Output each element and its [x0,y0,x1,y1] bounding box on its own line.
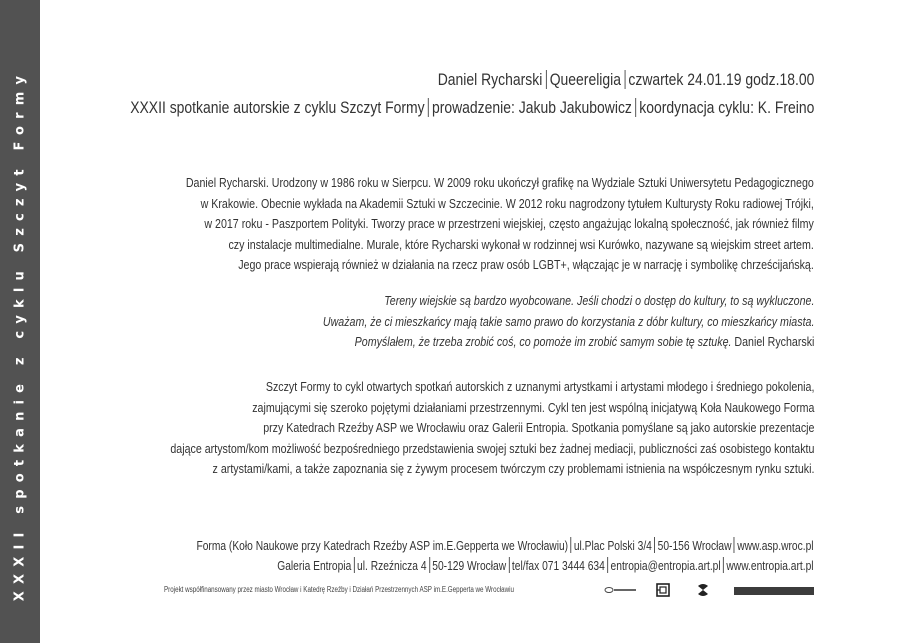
sidebar-title: XXXII spotkanie z cyklu Szczyt Formy [12,68,28,602]
bio-line: w Krakowie. Obecnie wykłada na Akademii Sztuki w Szczecinie. W 2012 roku nagrodzony tytułem Kulturysty Roku radiowej Trójki, [200,195,814,211]
event-date: czwartek 24.01.19 godz.18.00 [628,70,814,89]
footer-line-1 [197,536,814,556]
quote-author: Daniel Rycharski [734,334,814,349]
about-line: przy Katedrach Rzeźby ASP we Wrocławiu oraz Galerii Entropia. Spotkania pomyślane są jako autorskie prezentacje [262,420,815,435]
gallery-website-link[interactable]: www.entropia.art.pl [726,559,814,573]
forma-city: 50-156 Wrocław [658,539,732,553]
artist-quote [215,291,814,353]
forma-org: Forma (Koło Naukowe przy Katedrach Rzeźby ASP im.E.Gepperta we Wrocławiu) [196,539,569,553]
gallery-phone: tel/fax 071 3444 634 [512,559,606,573]
separator [429,557,430,573]
footer-contacts [61,536,814,576]
footer-line-2 [197,556,814,576]
sponsor-logos [600,583,816,599]
artist-name: Daniel Rycharski [437,70,542,89]
separator [724,557,725,573]
separator [545,70,546,89]
gallery-address: ul. Rzeźnicza 4 [357,559,427,573]
artist-bio [48,173,814,276]
quote-line: Tereny wiejskie są bardzo wyobcowane. Jeśli chodzi o dostęp do kultury, to są wykluczone. [383,293,814,308]
about-line: z artystami/kami, a także zapoznania się z żywym procesem twórczym czy problemami istnienia na współczesnym rynku sztuki. [212,461,814,476]
bio-line: czy instalacje multimedialne. Murale, które Rycharski wykonał w rodzinnej wsi Kurówko, nazywane są wiejskim street artem. [228,236,814,252]
frame-logo [656,583,670,597]
separator [624,70,625,89]
asp-logo [696,583,710,597]
about-line: dające artystom/kom możliwość bezpośredniego przedstawienia swojej sztuki bez żadnej mediacji, publiczności zaś osobistego kontaktu [169,440,814,456]
forma-address: ul.Plac Polski 3/4 [574,539,653,553]
quote-line: Uważam, że ci mieszkańcy mają takie samo prawo do korzystania z dóbr kultury, co mieszkańcy miasta. [322,313,814,329]
header-line-1 [130,66,814,94]
bio-line: Jego prace wspierają również w działania na rzecz praw osób LGBT+, włączając je w narrację i symbolikę chrześcijańską. [238,257,814,272]
about-line: Szczyt Formy to cykl otwartych spotkań autorskich z uznanymi artystkami i artystami młodego i średniego pokolenia, [265,379,814,394]
gallery-email-link[interactable]: entropia@entropia.art.pl [610,559,722,573]
quote-text: Pomyślałem, że trzeba zrobić coś, co pomoże im zrobić samym sobie tę sztukę. [354,334,732,349]
bio-line: w 2017 roku - Paszportem Polityki. Tworzy prace w przestrzeni wiejskiej, często angażując lokalną społeczność, jak również filmy [204,216,814,231]
gallery-city: 50-129 Wrocław [432,559,507,573]
separator [635,98,636,117]
event-title: Queereligia [549,70,621,89]
separator [354,557,355,573]
cofinance-note: Projekt współfinansowany przez miasto Wrocław i Katedrę Rzeźby i Działań Przestrzennych ASP im.E.Gepperta we Wrocławiu [164,585,514,594]
quote-line-last [322,332,814,353]
asp-website-link[interactable]: www.asp.wroc.pl [737,539,814,553]
separator [509,557,510,573]
series-description [29,377,814,480]
header-line-2 [130,94,814,122]
gallery-name: Galeria Entropia [277,559,352,573]
separator [655,537,656,553]
wroclaw-logo [734,587,814,595]
event-header [0,66,814,122]
separator [427,98,428,117]
series-info: XXXII spotkanie autorskie z cyklu Szczyt Formy [129,98,425,117]
bio-line: Daniel Rycharski. Urodzony w 1986 roku w Sierpcu. W 2009 roku ukończył grafikę na Wydziale Sztuki Uniwersytetu Pedagogicznego [186,175,814,190]
separator [608,557,609,573]
about-line: zajmującymi się szeroko pojętymi działaniami przestrzennymi. Cykl ten jest wspólną inicjatywą Koła Naukowego Forma [251,399,814,415]
coordination-info: koordynacja cyklu: K. Freino [638,98,814,117]
separator [734,537,735,553]
host-info: prowadzenie: Jakub Jakubowicz [431,98,632,117]
entropia-logo [604,586,638,594]
separator [571,537,572,553]
